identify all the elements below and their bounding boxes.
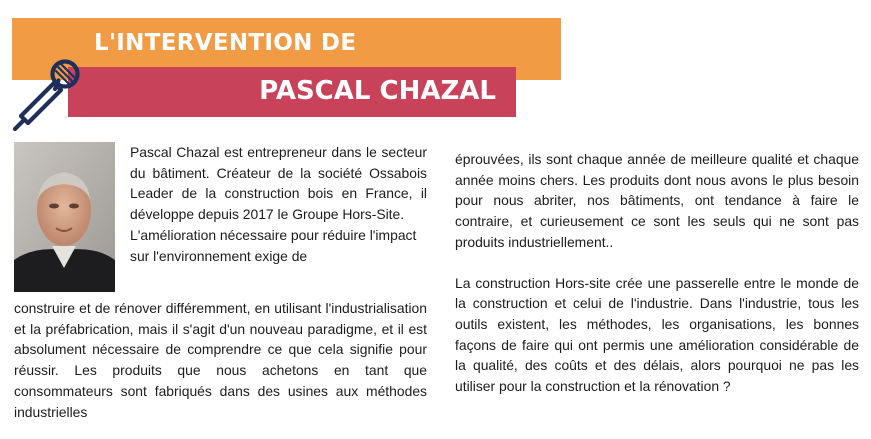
article-column2 bbox=[455, 149, 859, 397]
portrait-photo bbox=[14, 142, 115, 292]
article-column1-top bbox=[130, 142, 427, 266]
column2-paragraph-1: éprouvées, ils sont chaque année de meilleure qualité et chaque année moins chers. Les produits dont nous avons le plus besoin pour nous abriter, nos bâtiments, ont tendance à faire le contraire, et curieusement ce sont les seuls qui ne sont pas produits industriellement.. bbox=[455, 151, 859, 250]
microphone-icon bbox=[4, 52, 88, 136]
title-banner-red bbox=[68, 67, 516, 117]
article-column1-bottom: construire et de rénover différemment, en utilisant l'industrialisation et la préfabrication, mais il s'agit d'un nouveau paradigme, et il est absolument nécessaire de comprendre ce que cela signifie pour réussir. Les produits que nous achetons en tant que consommateurs sont fabriqués dans des usines aux méthodes industrielles bbox=[14, 300, 427, 420]
title-line-2: PASCAL CHAZAL bbox=[259, 76, 496, 106]
paragraph-spacer bbox=[455, 253, 859, 273]
column2-paragraph-2: La construction Hors-site crée une passerelle entre le monde de la construction et celui de l'industrie. Dans l'industrie, tous les outils existent, les méthodes, les organisations, les bonnes façons de faire qui ont permis une amélioration considérable de la qualité, des coûts et des délais, alors pourquoi ne pas les utiliser pour la construction et la rénovation ? bbox=[455, 274, 859, 395]
title-line-1: L'INTERVENTION DE bbox=[94, 30, 357, 56]
environment-paragraph-start: L'amélioration nécessaire pour réduire l'impact sur l'environnement exige de bbox=[130, 226, 417, 264]
intro-paragraph: Pascal Chazal est entrepreneur dans le secteur du bâtiment. Créateur de la société Ossabois Leader de la construction bois en France, il développe depuis 2017 le Groupe Hors-Site. bbox=[130, 144, 427, 223]
